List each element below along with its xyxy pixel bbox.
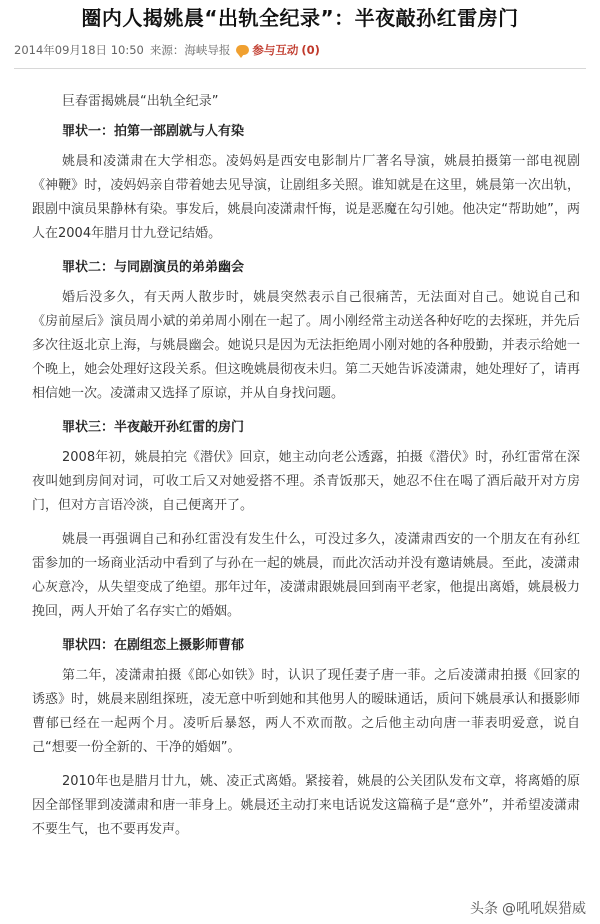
article-title: 圈内人揭姚晨“出轨全纪录”：半夜敲孙红雷房门 <box>81 6 519 30</box>
intro-line: 巨春雷揭姚晨“出轨全纪录” <box>62 94 219 109</box>
paragraph: 第二年，凌潇肃拍摄《郎心如铁》时，认识了现任妻子唐一菲。之后凌潇肃拍摄《回家的诱惑》时，姚晨来剧组探班，凌无意中听到她和其他男人的暧昧通话，质问下姚晨承认和摄影师曹郁已经在一起两个月。凌听后暴怒，两人不欢而散。之后他主动向唐一菲表明爱意，说自己“想要一份全新的、干净的婚姻”。 <box>32 668 580 755</box>
article-body <box>32 90 580 852</box>
watermark <box>470 898 586 918</box>
paragraph: 2008年初，姚晨拍完《潜伏》回京，她主动向老公透露，拍摄《潜伏》时，孙红雷常在深夜叫她到房间对词，可收工后又对她爱搭不理。杀青饭那天，她忍不住在喝了酒后敲开对方房门，但对方言语冷淡，自己便离开了。 <box>32 450 580 513</box>
paragraph: 姚晨一再强调自己和孙红雷没有发生什么，可没过多久，凌潇肃西安的一个朋友在有孙红雷参加的一场商业活动中看到了与孙在一起的姚晨，而此次活动并没有邀请姚晨。至此，凌潇肃心灰意冷，从失望变成了绝望。那年过年，凌潇肃跟姚晨回到南平老家，他提出离婚，姚晨极力挽回，两人开始了名存实亡的婚姻。 <box>32 532 580 619</box>
paragraph: 2010年也是腊月廿九，姚、凌正式离婚。紧接着，姚晨的公关团队发布文章，将离婚的原因全部怪罪到凌潇肃和唐一菲身上。姚晨还主动打来电话说发这篇稿子是“意外”，并希望凌潇肃不要生气，也不要再发声。 <box>32 774 580 837</box>
paragraph: 姚晨和凌潇肃在大学相恋。凌妈妈是西安电影制片厂著名导演，姚晨拍摄第一部电视剧《神鞭》时，凌妈妈亲自带着她去见导演，让剧组多关照。谁知就是在这里，姚晨第一次出轨，跟剧中演员果静林有染。事发后，姚晨向凌潇肃忏悔，说是恶魔在勾引她。他决定“帮助她”，两人在2004年腊月廿九登记结婚。 <box>32 154 580 241</box>
watermark-handle: @吼吼娱猎威 <box>502 901 586 917</box>
publish-date: 2014年09月18日 10:50 <box>14 43 144 57</box>
header-divider <box>14 68 586 69</box>
interact-link[interactable] <box>236 42 320 58</box>
interact-label: 参与互动 <box>252 43 299 57</box>
watermark-prefix: 头条 <box>470 901 498 917</box>
article-meta <box>14 42 320 58</box>
paragraph: 婚后没多久，有天两人散步时，姚晨突然表示自己很痛苦，无法面对自己。她说自己和《房前屋后》演员周小斌的弟弟周小刚在一起了。周小刚经常主动送各种好吃的去探班，并先后多次往返北京上海，与姚晨幽会。她说只是因为无法拒绝周小刚对她的各种殷勤，并表示给她一个晚上，她会处理好这段关系。但这晚姚晨彻夜未归。第二天她告诉凌潇肃，她处理好了，请再相信她一次。凌潇肃又选择了原谅，并从自身找问题。 <box>32 290 580 401</box>
section-heading-3: 罪状三：半夜敲开孙红雷的房门 <box>62 420 245 435</box>
interact-count: (0) <box>301 43 320 57</box>
section-heading-4: 罪状四：在剧组恋上摄影师曹郁 <box>62 638 245 653</box>
comment-bubble-icon <box>236 45 249 55</box>
section-heading-1: 罪状一：拍第一部剧就与人有染 <box>62 124 245 139</box>
article-source: 来源：海峡导报 <box>149 43 231 57</box>
section-heading-2: 罪状二：与同剧演员的弟弟幽会 <box>62 260 245 275</box>
